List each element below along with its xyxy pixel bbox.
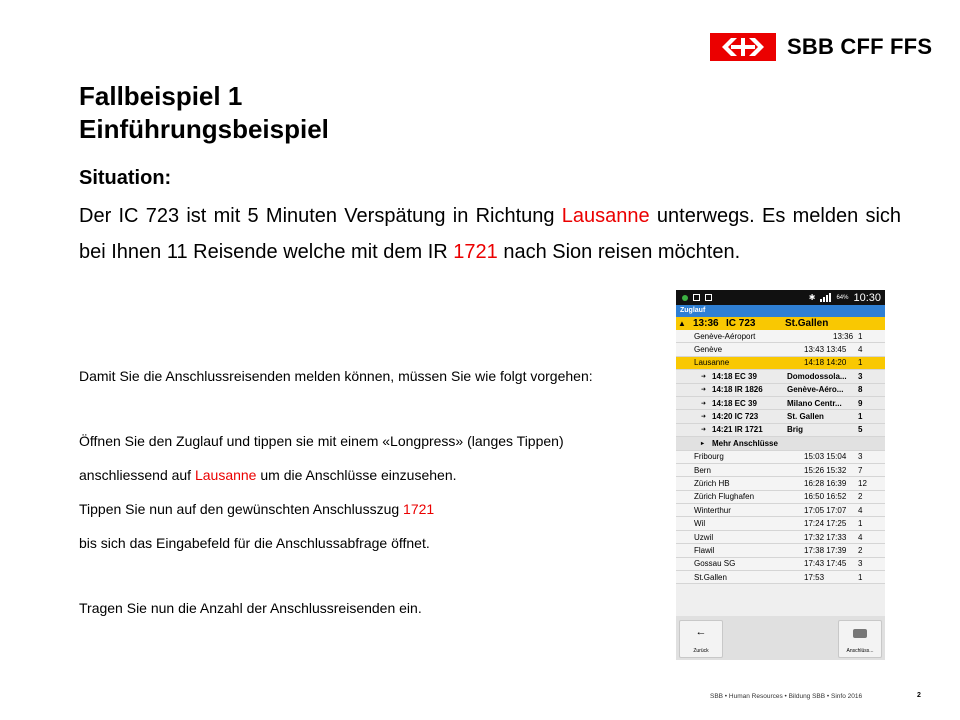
connection-arrow-icon: ➜ [701,400,707,407]
stop-row[interactable] [676,330,885,343]
train-header-time: 13:36 [693,318,719,329]
stop-name: Lausanne [694,358,730,368]
slide-title [79,80,329,146]
step-tap-lausanne [79,467,457,483]
stop-time: 13:43 13:45 [804,345,847,355]
phone-screenshot [676,290,885,660]
stop-time: 17:05 17:07 [804,505,847,515]
stop-name: Flawil [694,545,715,555]
step-input-opens: bis sich das Eingabefeld für die Anschlussabfrage öffnet. [79,535,430,551]
connection-train: 14:20 IC 723 [712,412,759,422]
more-connections-row[interactable] [676,437,885,450]
connection-destination: St. Gallen [787,412,824,422]
stop-row[interactable] [676,477,885,490]
stop-platform: 4 [858,505,863,515]
situation-part-2: unterwegs. Es melden sich bei Ihnen 11 Reisende welche mit dem IR [79,205,902,263]
situation-lausanne: Lausanne [561,205,650,227]
zuglauf-appbar: Zuglauf [676,305,885,317]
stop-platform: 7 [858,465,863,475]
connection-arrow-icon: ➜ [701,427,707,434]
stop-time: 15:26 15:32 [804,465,847,475]
stop-row[interactable] [676,558,885,571]
situation-part-1: Der IC 723 ist mit 5 Minuten Verspätung in Richtung [79,205,562,227]
connection-arrow-icon: ➜ [701,373,707,380]
signal-icon [820,293,831,302]
bluetooth-icon: ✱ [808,293,816,302]
stop-platform: 1 [858,519,863,529]
stop-time: 17:32 17:33 [804,532,847,542]
page-number: 2 [917,692,921,699]
stop-time: 16:28 16:39 [804,478,847,488]
connection-row[interactable] [676,410,885,423]
stop-name: Bern [694,465,711,475]
sbb-logo [710,33,932,61]
notification-icon [682,295,688,301]
stop-name: St.Gallen [694,572,727,582]
connections-button-label: Anschlüss... [846,648,874,654]
connection-arrow-icon: ➜ [701,387,707,394]
stop-name: Winterthur [694,505,731,515]
app-icon [705,294,712,301]
stop-platform: 4 [858,345,863,355]
connection-destination: Domodossola... [787,371,847,381]
stop-row[interactable] [676,531,885,544]
stop-name: Genève [694,345,723,355]
stop-row[interactable] [676,464,885,477]
step-train-highlight: 1721 [403,501,435,517]
connection-arrow-icon: ➜ [701,414,707,421]
connection-destination: Milano Centr... [787,398,842,408]
connection-train: 14:18 EC 39 [712,371,757,381]
stop-row[interactable] [676,451,885,464]
train-header-number: IC 723 [726,318,756,329]
stop-time: 17:38 17:39 [804,545,847,555]
connection-destination: Genève-Aéro... [787,385,844,395]
step-tap-lausanne-a: anschliessend auf [79,467,195,483]
stop-name: Genève-Aéroport [694,331,756,341]
brand-name: SBB CFF FFS [787,34,933,59]
situation-part-3: nach Sion reisen möchten. [497,241,741,263]
stop-row[interactable] [676,571,885,584]
title-line-2: Einführungsbeispiel [79,114,329,144]
step-open-zuglauf: Öffnen Sie den Zuglauf und tippen sie mit einem «Longpress» (langes Tippen) [79,433,564,449]
stop-platform: 2 [858,545,863,555]
stop-name: Zürich Flughafen [694,492,755,502]
connection-platform: 3 [858,371,863,381]
stop-platform: 1 [858,331,863,341]
collapse-arrow-icon: ▲ [678,319,686,328]
connection-train: 14:18 IR 1826 [712,385,763,395]
back-arrow-icon: ← [695,626,707,638]
title-line-1: Fallbeispiel 1 [79,81,243,111]
stop-list [676,330,885,584]
stop-time: 15:03 15:04 [804,452,847,462]
phone-status-bar [676,290,885,305]
situation-train-number: 1721 [453,241,498,263]
stop-row[interactable] [676,544,885,557]
train-header[interactable] [676,317,885,330]
step-lausanne-highlight: Lausanne [194,467,257,483]
train-icon [853,629,867,638]
stop-platform: 4 [858,532,863,542]
connection-row-ir-1721[interactable] [676,424,885,437]
step-tap-connection [79,501,434,517]
phone-button-bar [676,616,885,660]
connection-row[interactable] [676,397,885,410]
stop-row[interactable] [676,504,885,517]
sbb-arrows-icon [710,33,776,61]
stop-name: Fribourg [694,452,724,462]
stop-time: 17:53 [804,572,825,582]
stop-platform: 1 [858,572,863,582]
connection-train: 14:18 EC 39 [712,398,757,408]
stop-time: 14:18 14:20 [804,358,847,368]
situation-heading: Situation: [79,167,172,189]
situation-text [79,198,901,270]
battery-percent: 64% [836,294,849,301]
stop-row-lausanne[interactable] [676,357,885,370]
shield-icon [693,294,700,301]
step-tap-lausanne-c: um die Anschlüsse einzusehen. [256,467,457,483]
stop-time: 16:50 16:52 [804,492,847,502]
stop-platform: 1 [858,358,863,368]
connection-row[interactable] [676,370,885,383]
step-intro: Damit Sie die Anschlussreisenden melden können, müssen Sie wie folgt vorgehen: [79,368,593,384]
stop-name: Wil [694,519,706,529]
step-enter-count: Tragen Sie nun die Anzahl der Anschlussreisenden ein. [79,600,422,616]
connection-destination: Brig [787,425,803,435]
stop-platform: 3 [858,559,863,569]
more-connections-label: Mehr Anschlüsse [712,438,778,448]
slide-footer: SBB • Human Resources • Bildung SBB • Sinfo 2016 [710,693,863,700]
connections-button[interactable] [838,620,882,658]
stop-time: 13:36 [833,331,854,341]
stop-name: Gossau SG [694,559,736,569]
stop-time: 17:43 17:45 [804,559,847,569]
stop-platform: 12 [858,478,867,488]
connection-platform: 1 [858,412,863,422]
connection-platform: 9 [858,398,863,408]
stop-name: Uzwil [694,532,714,542]
status-time: 10:30 [853,291,881,304]
train-header-destination: St.Gallen [785,318,829,329]
stop-row[interactable] [676,517,885,530]
back-button[interactable] [679,620,723,658]
connection-row[interactable] [676,384,885,397]
more-arrow-icon: ▸ [701,440,705,447]
step-tap-connection-a: Tippen Sie nun auf den gewünschten Anschlusszug [79,501,404,517]
stop-platform: 2 [858,492,863,502]
stop-row[interactable] [676,343,885,356]
stop-platform: 3 [858,452,863,462]
stop-name: Zürich HB [694,478,730,488]
stop-time: 17:24 17:25 [804,519,847,529]
connection-platform: 8 [858,385,863,395]
connection-train: 14:21 IR 1721 [712,425,763,435]
back-button-label: Zurück [693,648,709,654]
stop-row[interactable] [676,491,885,504]
connection-platform: 5 [858,425,863,435]
